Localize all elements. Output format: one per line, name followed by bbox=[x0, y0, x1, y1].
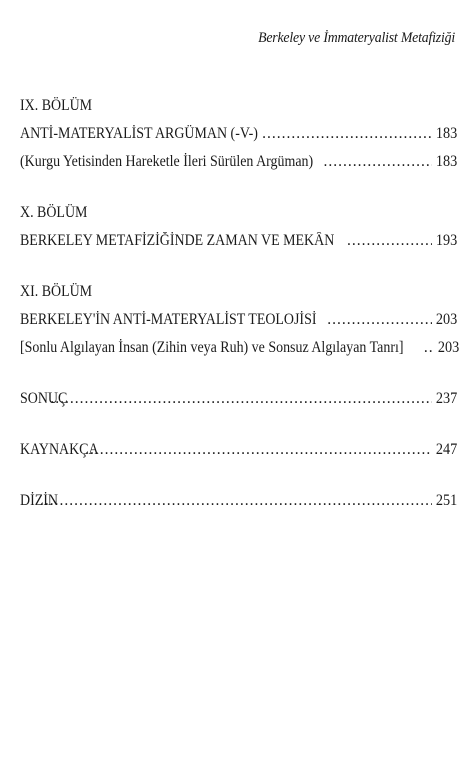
toc-entry[interactable] bbox=[20, 306, 457, 334]
dot-leader bbox=[40, 487, 432, 515]
entry-page-number: 183 bbox=[435, 153, 457, 170]
toc-entry[interactable] bbox=[20, 436, 457, 464]
toc-entry[interactable] bbox=[20, 487, 457, 515]
entry-title: [Sonlu Algılayan İnsan (Zihin veya Ruh) ve Sonsuz Algılayan Tanrı] bbox=[20, 339, 404, 356]
toc-section-bibliography bbox=[20, 436, 457, 464]
entry-title: (Kurgu Yetisinden Hareketle İleri Sürülen Argüman) bbox=[20, 153, 314, 170]
toc-section-xi bbox=[20, 278, 460, 362]
dot-leader bbox=[324, 148, 432, 176]
entry-title: SONUÇ bbox=[20, 390, 68, 407]
entry-page-number: 203 bbox=[437, 339, 460, 356]
entry-page-number: 247 bbox=[435, 441, 457, 458]
entry-page-number: 193 bbox=[435, 232, 457, 249]
entry-page-number: 183 bbox=[435, 125, 457, 142]
entry-title: DİZİN bbox=[20, 492, 58, 509]
dot-leader bbox=[262, 120, 432, 148]
dot-leader bbox=[347, 227, 432, 255]
toc-entry[interactable] bbox=[20, 227, 457, 255]
toc-section-conclusion bbox=[20, 385, 457, 413]
table-of-contents bbox=[20, 92, 460, 538]
entry-title: BERKELEY'İN ANTİ-MATERYALİST TEOLOJİSİ bbox=[20, 311, 317, 328]
entry-page-number: 251 bbox=[435, 492, 457, 509]
toc-section-x bbox=[20, 199, 457, 255]
dot-leader bbox=[327, 306, 432, 334]
section-heading: X. BÖLÜM bbox=[20, 204, 88, 221]
toc-entry[interactable] bbox=[20, 148, 457, 176]
entry-title: BERKELEY METAFİZİĞİNDE ZAMAN VE MEKÂN bbox=[20, 232, 335, 249]
toc-entry[interactable] bbox=[20, 385, 457, 413]
entry-page-number: 237 bbox=[435, 390, 457, 407]
entry-title: KAYNAKÇA bbox=[20, 441, 99, 458]
dot-leader bbox=[424, 334, 434, 362]
section-heading: IX. BÖLÜM bbox=[20, 97, 93, 114]
toc-section-index bbox=[20, 487, 457, 515]
dot-leader bbox=[50, 385, 431, 413]
toc-entry[interactable] bbox=[20, 120, 457, 148]
toc-entry[interactable] bbox=[20, 334, 460, 362]
section-heading: XI. BÖLÜM bbox=[20, 283, 93, 300]
running-header: Berkeley ve İmmateryalist Metafiziği bbox=[258, 30, 455, 46]
toc-section-ix bbox=[20, 92, 457, 176]
dot-leader bbox=[85, 436, 432, 464]
entry-page-number: 203 bbox=[435, 311, 457, 328]
entry-title: ANTİ-MATERYALİST ARGÜMAN (-V-) bbox=[20, 125, 258, 142]
